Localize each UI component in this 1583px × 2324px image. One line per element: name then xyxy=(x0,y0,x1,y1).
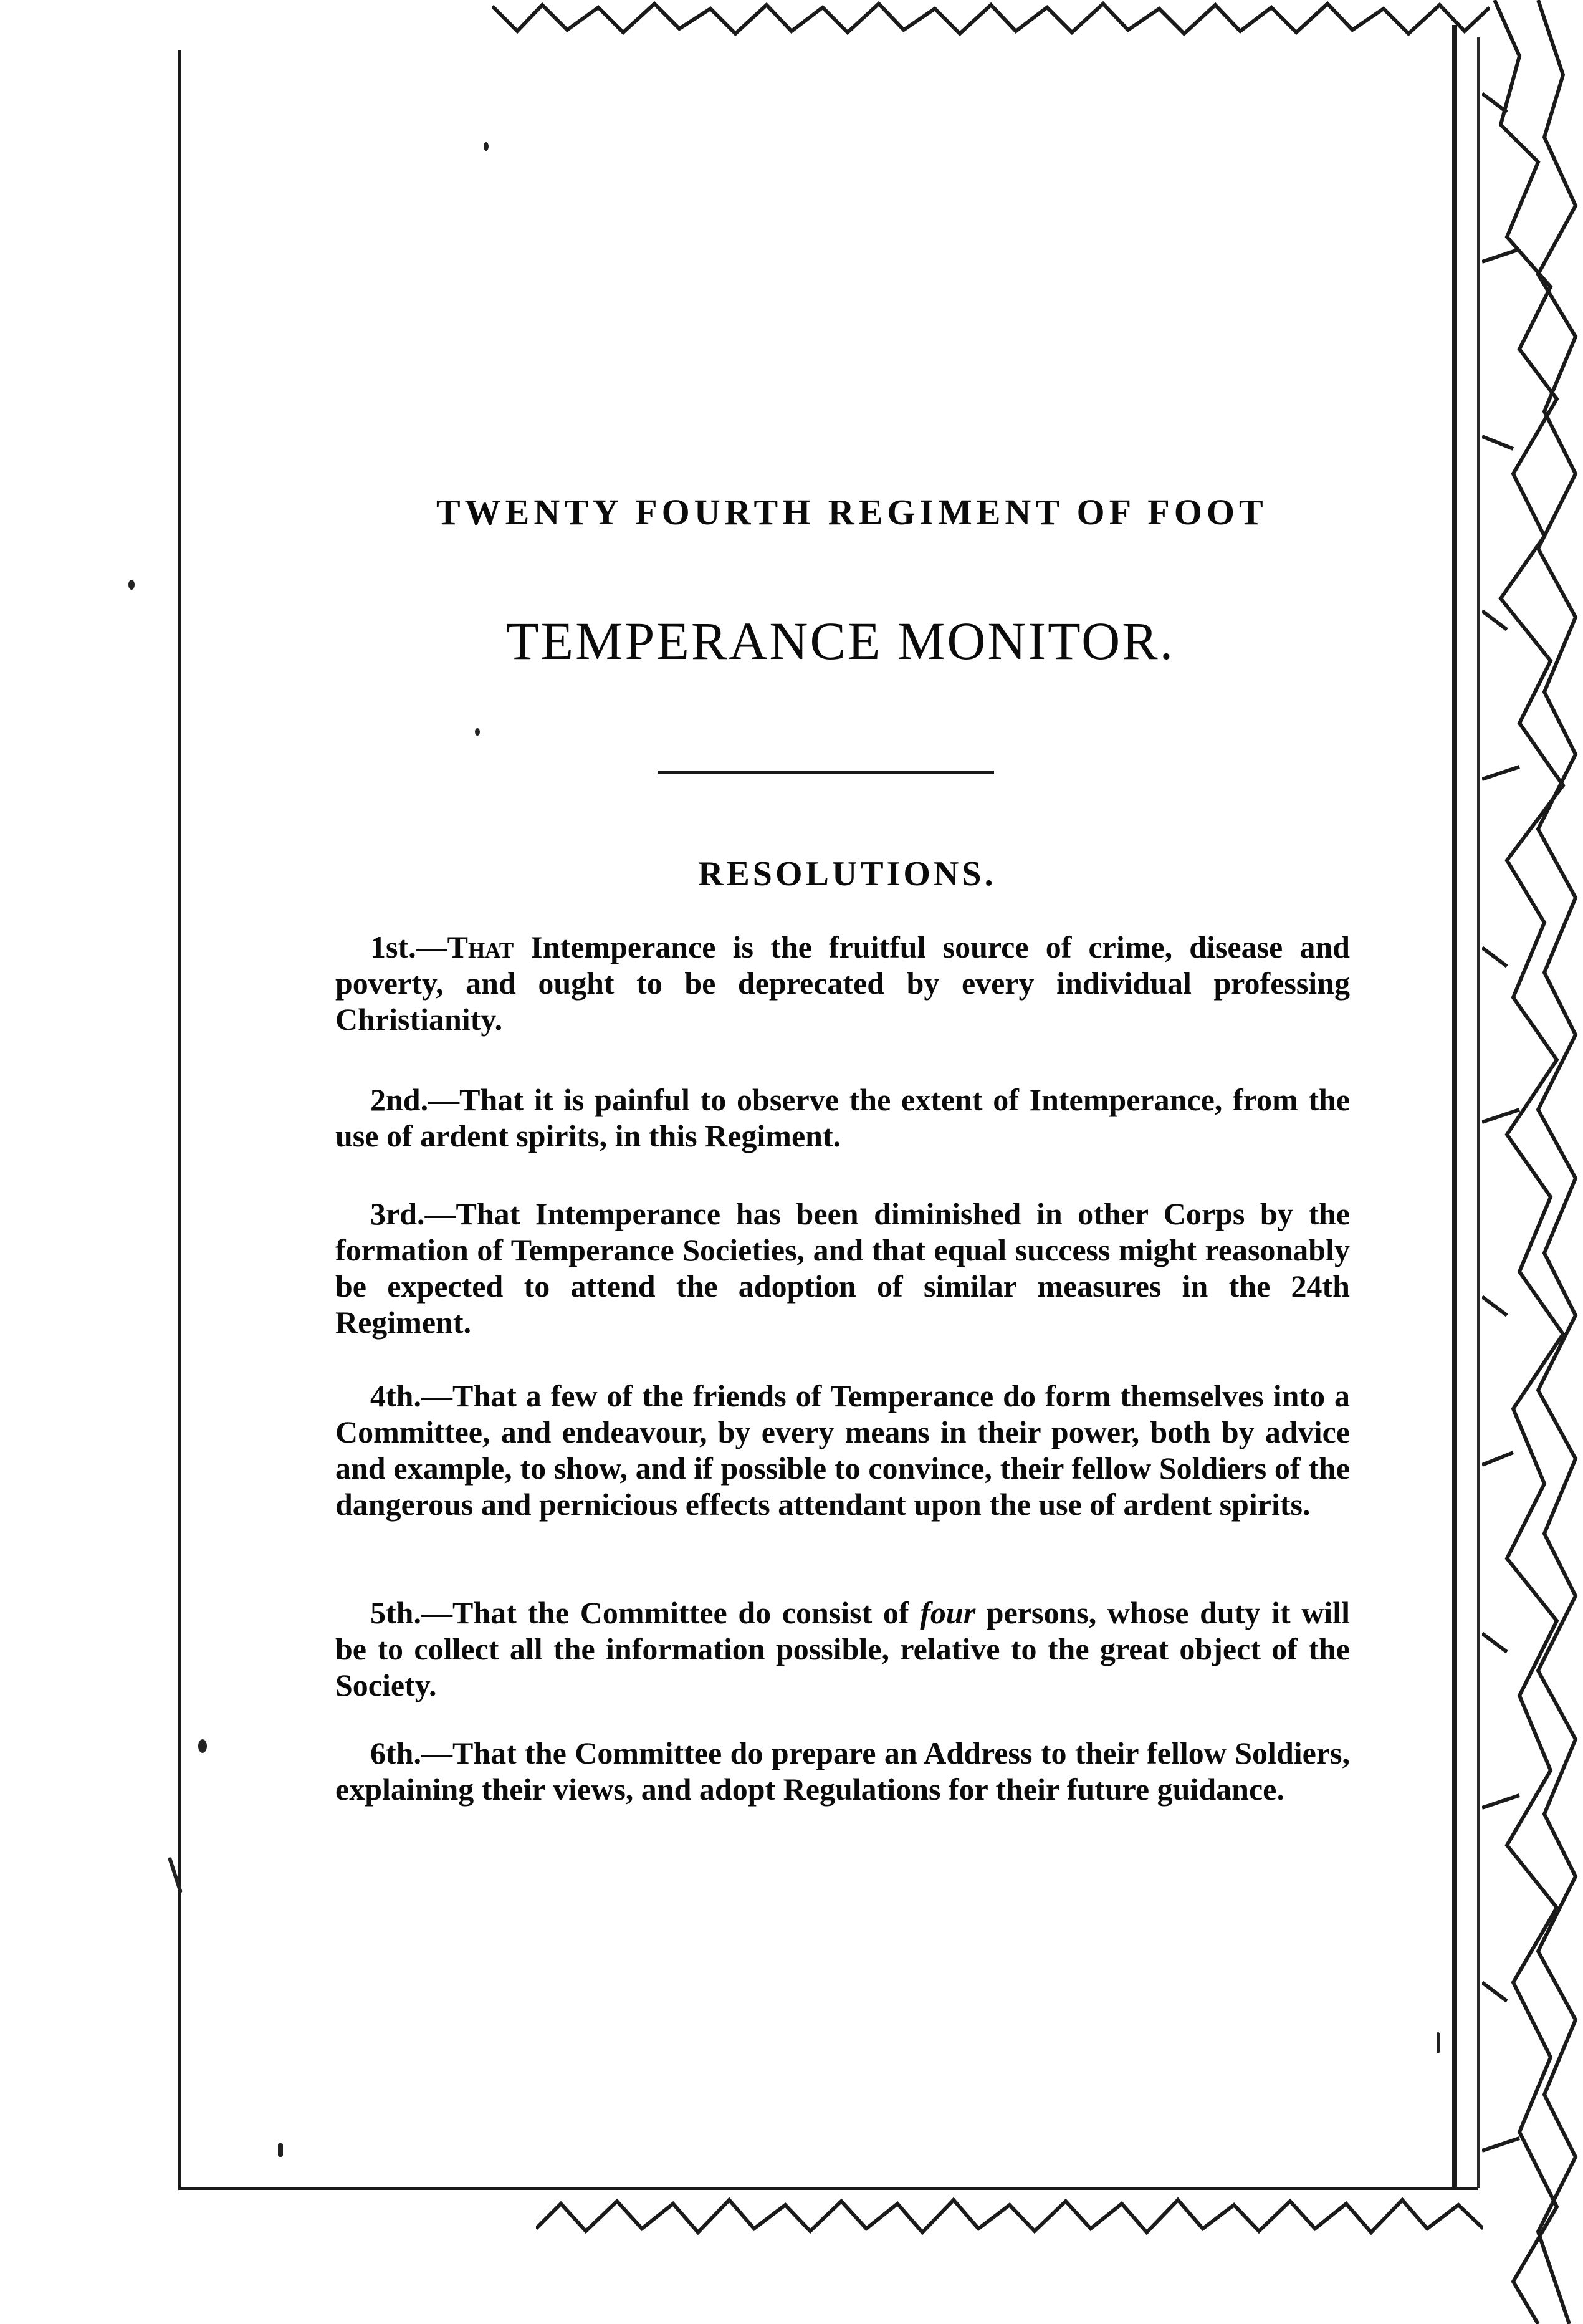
title-rule xyxy=(658,771,994,774)
resolution-ordinal: 5th.— xyxy=(370,1595,452,1630)
resolution-text: persons, whose duty it will be to collect all the information possible, relative to the great object of the Society. xyxy=(335,1595,1350,1702)
resolution-text: That Intemperance has been diminished in other Corps by the formation of Temperance Societies, and that equal success might reasonably be expected to attend the adoption of similar measures in the 24th Regiment. xyxy=(335,1196,1350,1340)
ink-speck xyxy=(198,1739,207,1753)
ink-speck xyxy=(128,580,135,590)
resolution-ordinal: 2nd.— xyxy=(370,1082,460,1117)
page-edge-line-outer xyxy=(1477,37,1480,2188)
ink-speck xyxy=(1437,2032,1440,2053)
ink-speck xyxy=(475,728,480,736)
resolution-lead-word: That xyxy=(447,929,514,964)
resolution-3 xyxy=(335,1196,1350,1340)
marbled-endpaper-bottom xyxy=(536,2191,1483,2239)
resolution-1 xyxy=(335,929,1350,1037)
resolution-ordinal: 3rd.— xyxy=(370,1196,456,1231)
document-title: TEMPERANCE MONITOR. xyxy=(506,611,1175,671)
resolution-text: That the Committee do consist of xyxy=(452,1595,921,1630)
resolution-ordinal: 1st.— xyxy=(370,929,447,964)
resolution-emphasis: four xyxy=(920,1595,976,1630)
ink-speck xyxy=(484,142,489,151)
section-heading: RESOLUTIONS. xyxy=(698,855,997,893)
regiment-heading: TWENTY FOURTH REGIMENT OF FOOT xyxy=(436,492,1268,532)
ink-speck xyxy=(278,2143,283,2157)
marbled-endpaper-right xyxy=(1482,0,1583,2324)
page-edge-line xyxy=(1452,25,1457,2188)
resolution-text: That the Committee do prepare an Address to their fellow Soldiers, explaining their views, and adopt Regulations for their future guidance. xyxy=(335,1736,1350,1807)
resolution-text: Intemperance is the fruitful source of crime, disease and poverty, and ought to be deprecated by every individual professing Christianity. xyxy=(335,929,1350,1037)
resolution-6 xyxy=(335,1735,1350,1807)
resolution-5 xyxy=(335,1595,1350,1703)
resolution-4 xyxy=(335,1378,1350,1522)
resolution-text: That a few of the friends of Temperance do form themselves into a Committee, and endeavour, by every means in their power, both by advice and example, to show, and if possible to convince, their fellow Soldiers of the dangerous and pernicious effects attendant upon the use of ardent spirits. xyxy=(335,1378,1350,1522)
marbled-endpaper-top xyxy=(492,0,1490,39)
resolution-ordinal: 6th.— xyxy=(370,1736,452,1770)
binding-line xyxy=(178,50,181,2188)
page-bottom-rule xyxy=(178,2187,1478,2190)
resolution-2 xyxy=(335,1082,1350,1154)
resolution-text: That it is painful to observe the extent of Intemperance, from the use of ardent spirits, in this Regiment. xyxy=(335,1082,1350,1153)
resolution-ordinal: 4th.— xyxy=(370,1378,452,1413)
